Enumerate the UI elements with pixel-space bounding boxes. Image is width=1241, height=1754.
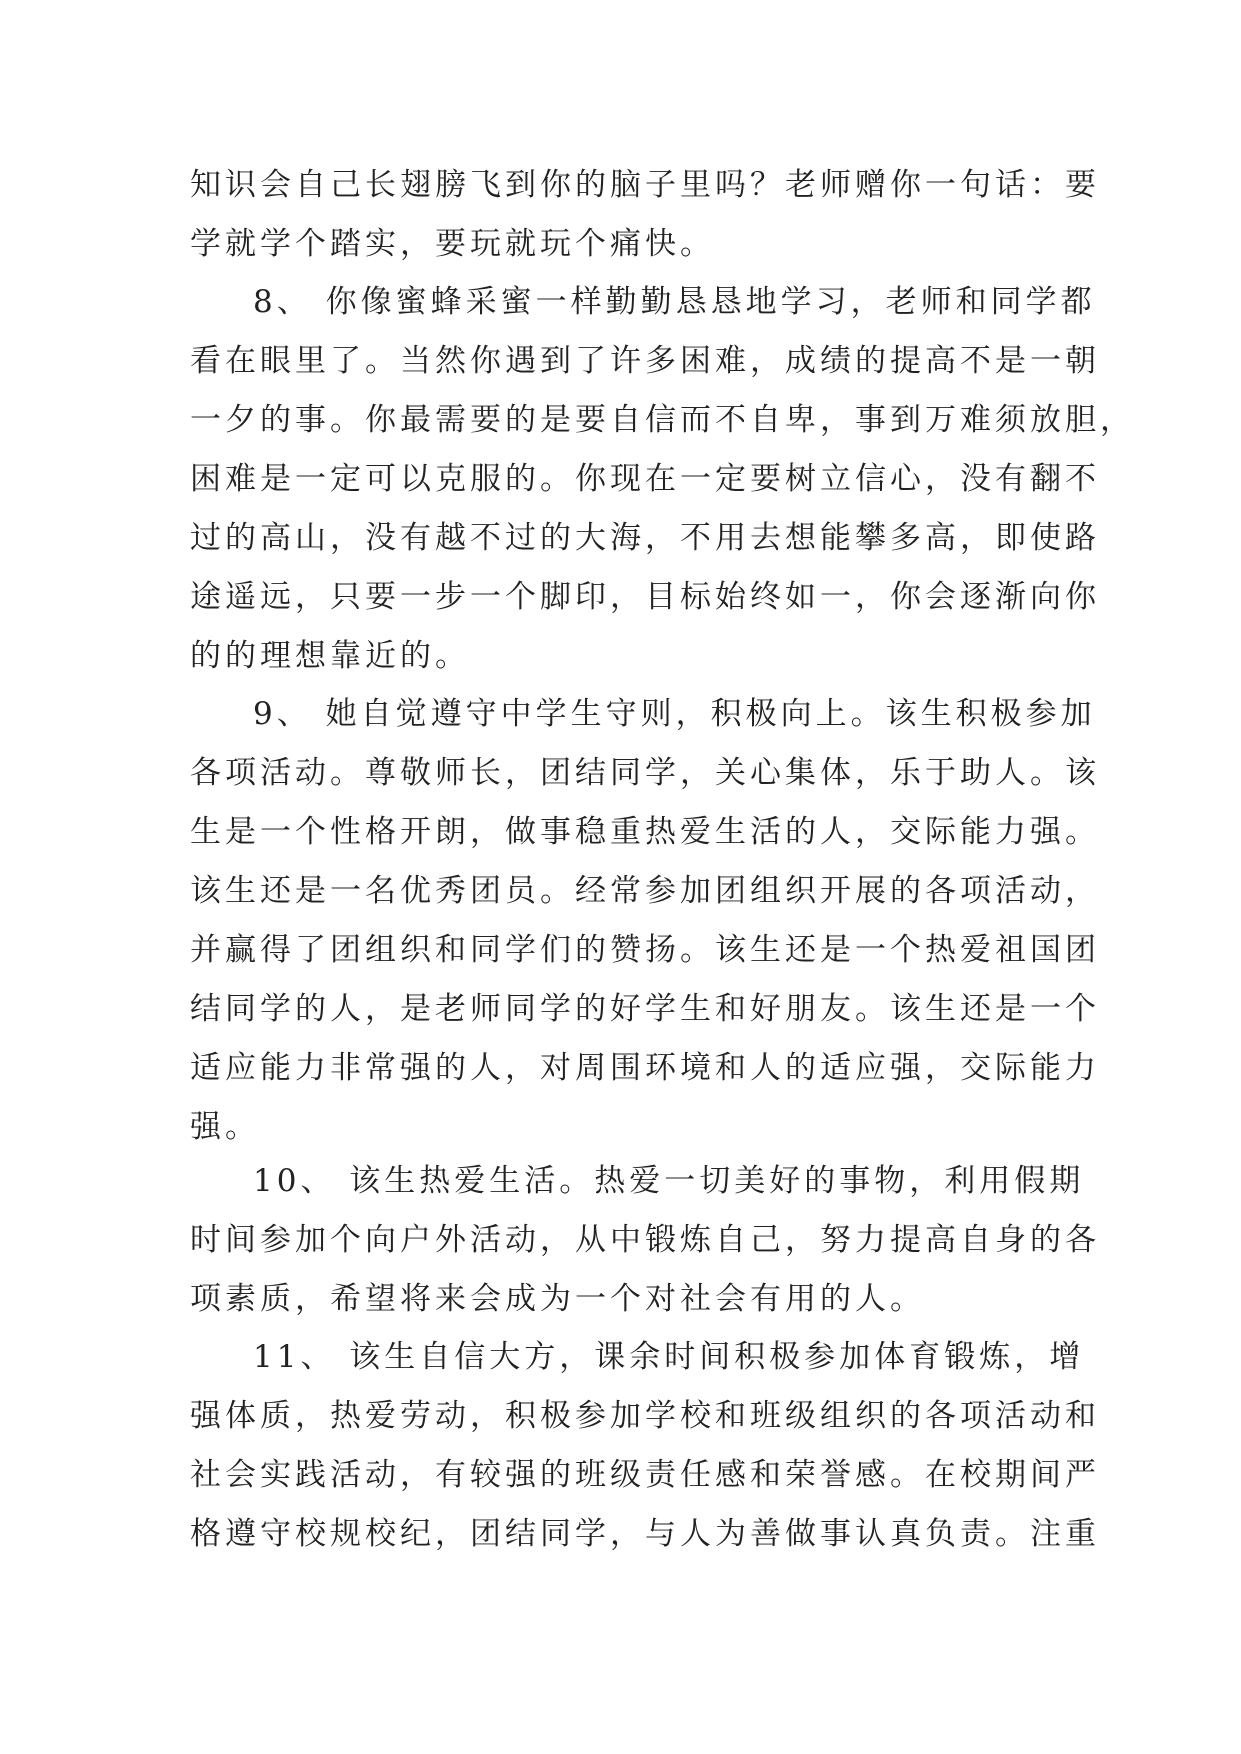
text-line: 该生还是一名优秀团员。经常参加团组织开展的各项活动，	[190, 873, 1100, 909]
text-line: 的的理想靠近的。	[190, 638, 470, 674]
text-line: 生是一个性格开朗，做事稳重热爱生活的人，交际能力强。	[190, 814, 1100, 850]
text-line: 项素质，希望将来会成为一个对社会有用的人。	[190, 1281, 925, 1317]
text-line: 并赢得了团组织和同学们的赞扬。该生还是一个热爱祖国团	[190, 932, 1100, 968]
text-line: 看在眼里了。当然你遇到了许多困难，成绩的提高不是一朝	[190, 343, 1100, 379]
text-line: 强体质，热爱劳动，积极参加学校和班级组织的各项活动和	[190, 1398, 1100, 1434]
text-line: 各项活动。尊敬师长，团结同学，关心集体，乐于助人。该	[190, 755, 1100, 791]
paragraph-item-8	[190, 273, 1135, 686]
text-line: 结同学的人，是老师同学的好学生和好朋友。该生还是一个	[190, 991, 1100, 1027]
text-line: 11、 该生自信大方，课余时间积极参加体育锻炼，增	[253, 1339, 1085, 1375]
text-line: 知识会自己长翅膀飞到你的脑子里吗？老师赠你一句话：要	[190, 167, 1100, 203]
paragraph-item-11	[190, 1328, 1100, 1564]
text-line: 适应能力非常强的人，对周围环境和人的适应强，交际能力	[190, 1050, 1100, 1086]
text-line: 格遵守校规校纪，团结同学，与人为善做事认真负责。注重	[190, 1516, 1100, 1552]
text-line: 社会实践活动，有较强的班级责任感和荣誉感。在校期间严	[190, 1457, 1100, 1493]
text-line: 强。	[190, 1109, 260, 1145]
text-line: 一夕的事。你最需要的是要自信而不自卑，事到万难须放胆，	[190, 402, 1135, 438]
paragraph-continuation	[190, 156, 1100, 274]
paragraph-item-10	[190, 1152, 1100, 1329]
text-line: 过的高山，没有越不过的大海，不用去想能攀多高，即使路	[190, 520, 1100, 556]
paragraph-item-9	[190, 685, 1100, 1157]
text-line: 10、 该生热爱生活。热爱一切美好的事物，利用假期	[253, 1163, 1085, 1199]
text-line: 困难是一定可以克服的。你现在一定要树立信心，没有翻不	[190, 461, 1100, 497]
text-line: 9、 她自觉遵守中学生守则，积极向上。该生积极参加	[253, 696, 1096, 732]
text-line: 时间参加个向户外活动，从中锻炼自己，努力提高自身的各	[190, 1222, 1100, 1258]
text-line: 途遥远，只要一步一个脚印，目标始终如一，你会逐渐向你	[190, 579, 1100, 615]
text-line: 8、 你像蜜蜂采蜜一样勤勤恳恳地学习，老师和同学都	[253, 284, 1096, 320]
text-line: 学就学个踏实，要玩就玩个痛快。	[190, 226, 715, 262]
